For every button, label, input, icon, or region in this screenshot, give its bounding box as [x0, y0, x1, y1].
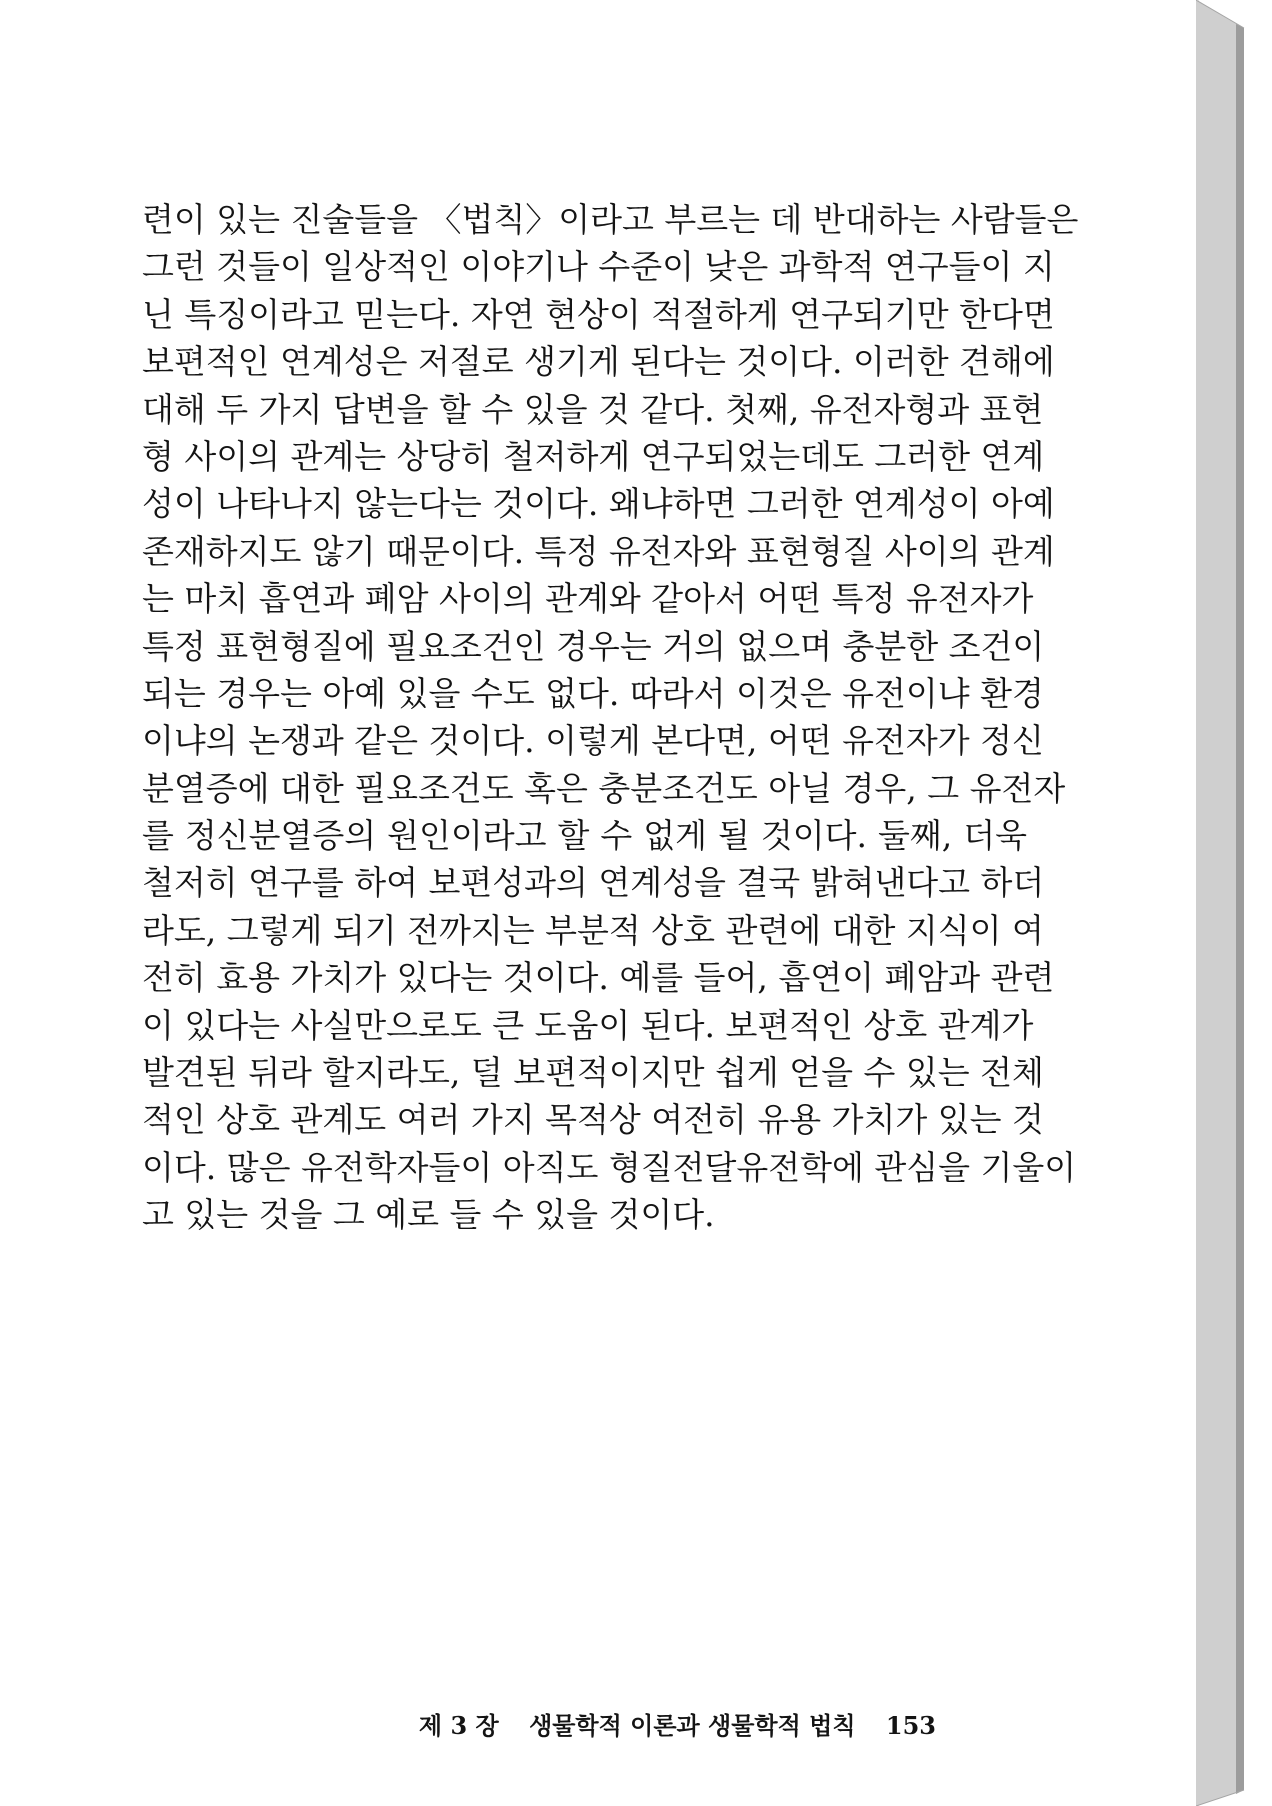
body-line: 전히 효용 가치가 있다는 것이다. 예를 들어, 흡연이 폐암과 관련	[142, 958, 1055, 998]
body-line: 련이 있는 진술들을 〈법칙〉이라고 부르는 데 반대하는 사람들은	[142, 200, 1079, 239]
body-line: 적인 상호 관계도 여러 가지 목적상 여전히 유용 가치가 있는 것	[142, 1100, 1044, 1140]
body-line: 보편적인 연계성은 저절로 생기게 된다는 것이다. 이러한 견해에	[142, 342, 1055, 382]
body-line: 라도, 그렇게 되기 전까지는 부분적 상호 관련에 대한 지식이 여	[142, 910, 1044, 950]
body-line: 이다. 많은 유전학자들이 아직도 형질전달유전학에 관심을 기울이	[142, 1147, 1077, 1187]
body-line: 고 있는 것을 그 예로 들 수 있을 것이다.	[142, 1195, 715, 1235]
body-line: 닌 특징이라고 믿는다. 자연 현상이 적절하게 연구되기만 한다면	[142, 294, 1055, 334]
body-line: 를 정신분열증의 원인이라고 할 수 없게 될 것이다. 둘째, 더욱	[142, 816, 1027, 856]
body-line: 는 마치 흡연과 폐암 사이의 관계와 같아서 어떤 특정 유전자가	[142, 579, 1034, 619]
body-line: 되는 경우는 아예 있을 수도 없다. 따라서 이것은 유전이냐 환경	[142, 673, 1044, 713]
body-line: 특정 표현형질에 필요조건인 경우는 거의 없으며 충분한 조건이	[142, 626, 1045, 666]
running-footer	[419, 1706, 936, 1741]
body-text	[142, 196, 1079, 1239]
body-line: 이 있다는 사실만으로도 큰 도움이 된다. 보편적인 상호 관계가	[142, 1005, 1034, 1045]
body-line: 철저히 연구를 하여 보편성과의 연계성을 결국 밝혀낸다고 하더	[142, 863, 1045, 903]
body-line: 존재하지도 않기 때문이다. 특정 유전자와 표현형질 사이의 관계	[142, 531, 1055, 571]
body-line: 그런 것들이 일상적인 이야기나 수준이 낮은 과학적 연구들이 지	[142, 247, 1055, 287]
page-number: 153	[885, 1711, 936, 1740]
body-line: 발견된 뒤라 할지라도, 덜 보편적이지만 쉽게 얻을 수 있는 전체	[142, 1053, 1044, 1093]
body-line: 분열증에 대한 필요조건도 혹은 충분조건도 아닐 경우, 그 유전자	[142, 768, 1066, 808]
body-line: 성이 나타나지 않는다는 것이다. 왜냐하면 그러한 연계성이 아예	[142, 484, 1055, 524]
footer-chapter: 제 3 장	[418, 1711, 499, 1740]
footer-title: 생물학적 이론과 생물학적 법칙	[529, 1711, 856, 1740]
body-line: 형 사이의 관계는 상당히 철저하게 연구되었는데도 그러한 연계	[142, 436, 1045, 476]
body-line: 대해 두 가지 답변을 할 수 있을 것 같다. 첫째, 유전자형과 표현	[142, 389, 1044, 429]
body-line: 이냐의 논쟁과 같은 것이다. 이렇게 본다면, 어떤 유전자가 정신	[142, 721, 1044, 761]
